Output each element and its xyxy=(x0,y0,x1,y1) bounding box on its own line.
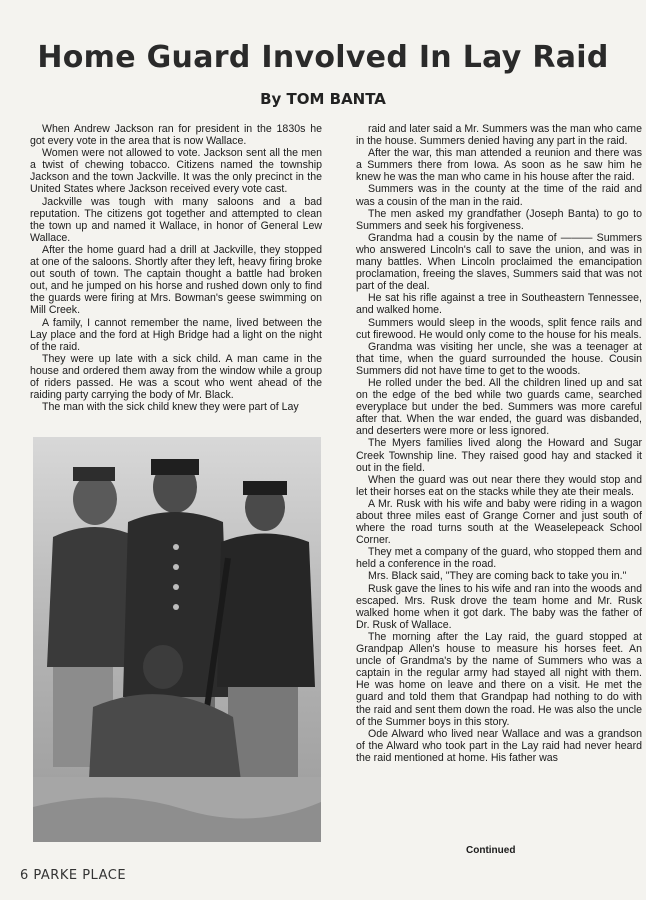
article-byline: By TOM BANTA xyxy=(260,90,386,108)
historical-photograph xyxy=(33,437,321,842)
article-paragraph: They met a company of the guard, who stopped them and held a conference in the road. xyxy=(356,546,642,571)
article-paragraph: Mrs. Black said, "They are coming back to take you in." xyxy=(368,570,627,583)
article-paragraph: Ode Alward who lived near Wallace and was a grandson of the Alward who took part in the Lay raid had never heard the raid mentioned at home. His father was xyxy=(356,727,642,764)
article-paragraph: The morning after the Lay raid, the guard stopped at Grandpap Allen's house to measure his horses feet. An uncle of Grandma's by the name of Summers who was a captain in the regular army had stayed all night with them. He was home on leave and there on a visit. He met the guard and told them that Grandpap had nothing to do with the raid and sent them down the road. He was also the uncle of the Summer boys in this story. xyxy=(356,630,642,728)
article-paragraph: He rolled under the bed. All the children lined up and sat on the edge of the bed while two guards came, searched everyplace but under the bed. Summers was more careful after that. When the war ended, the guard was disbanded, and deserters were more or less ignored. xyxy=(356,376,642,438)
article-paragraph: Jackville was tough with many saloons and a bad reputation. The citizens got together and attempted to clean the town up and named it Wallace, in honor of General Lew Wallace. xyxy=(30,195,322,244)
article-paragraph: Summers would sleep in the woods, split fence rails and cut firewood. He would only come to the house for his meals. xyxy=(356,316,642,341)
article-paragraph: When Andrew Jackson ran for president in the 1830s he got every vote in the area that is now Wallace. xyxy=(30,123,322,148)
article-paragraph: A Mr. Rusk with his wife and baby were riding in a wagon about three miles east of Grange Corner and just south of where the road turns south at the Weaselepeack School Corner. xyxy=(356,497,642,547)
article-paragraph: raid and later said a Mr. Summers was the man who came in the house. Summers denied having any part in the raid. xyxy=(356,123,642,148)
article-paragraph: When the guard was out near there they would stop and let their horses eat on the stacks while they ate their meals. xyxy=(356,473,642,498)
article-paragraph: Grandma was visiting her uncle, she was a teenager at that time, when the guard surrounded the house. Cousin Summers did not have time to get to the woods. xyxy=(356,340,642,377)
article-paragraph: They were up late with a sick child. A man came in the house and ordered them away from the window while a group of riders passed. He was a scout who went ahead of the raiding party carrying the body of Mr. Black. xyxy=(30,352,322,402)
article-paragraph: The Myers families lived along the Howard and Sugar Creek Township line. They raised good hay and stacked it out in the field. xyxy=(356,437,642,474)
article-paragraph: The man with the sick child knew they were part of Lay xyxy=(42,401,299,414)
article-column-2 xyxy=(356,123,642,764)
article-title: Home Guard Involved In Lay Raid xyxy=(37,40,609,75)
article-paragraph: Summers was in the county at the time of the raid and was a cousin of the man in the raid. xyxy=(356,183,642,208)
continued-label: Continued xyxy=(466,845,516,856)
article-paragraph: Grandma had a cousin by the name of ——— Summers who answered Lincoln's call to save the union, and was in many battles. When Lincoln proclaimed the emancipation proclamation, freeing the slaves, Summers said that was not part of the deal. xyxy=(356,231,642,293)
article-paragraph: He sat his rifle against a tree in Southeastern Tennessee, and walked home. xyxy=(356,292,642,317)
article-paragraph: Women were not allowed to vote. Jackson sent all the men a twist of chewing tobacco. Citizens named the township Jackson and the town Jackville. It was the only precinct in the United States where Jackson received every vote cast. xyxy=(30,147,322,196)
article-paragraph: Rusk gave the lines to his wife and ran into the woods and escaped. Mrs. Rusk drove the team home and Mr. Rusk walked home when it got dark. The baby was the father of Dr. Rusk of Wallace. xyxy=(356,582,642,631)
page-footer: 6 PARKE PLACE xyxy=(20,868,127,883)
article-paragraph: After the war, this man attended a reunion and there was a Summers there from Iowa. As soon as he saw him he knew he was the man who came in his house after the raid. xyxy=(356,147,642,184)
article-paragraph: A family, I cannot remember the name, lived between the Lay place and the ford at High Bridge had a light on the night of the raid. xyxy=(30,316,322,353)
article-paragraph: After the home guard had a drill at Jackville, they stopped at one of the saloons. Shortly after they left, heavy firing broke out south of town. The captain thought a battle had broken out, and he jumped on his horse and rushed down only to find the guards were firing at Mrs. Bowman's geese swimming on Mill Creek. xyxy=(30,243,322,317)
soldiers-photo-image xyxy=(33,437,321,842)
article-paragraph: The men asked my grandfather (Joseph Banta) to go to Summers and seek his forgiveness. xyxy=(356,207,642,232)
article-column-1 xyxy=(30,123,322,413)
